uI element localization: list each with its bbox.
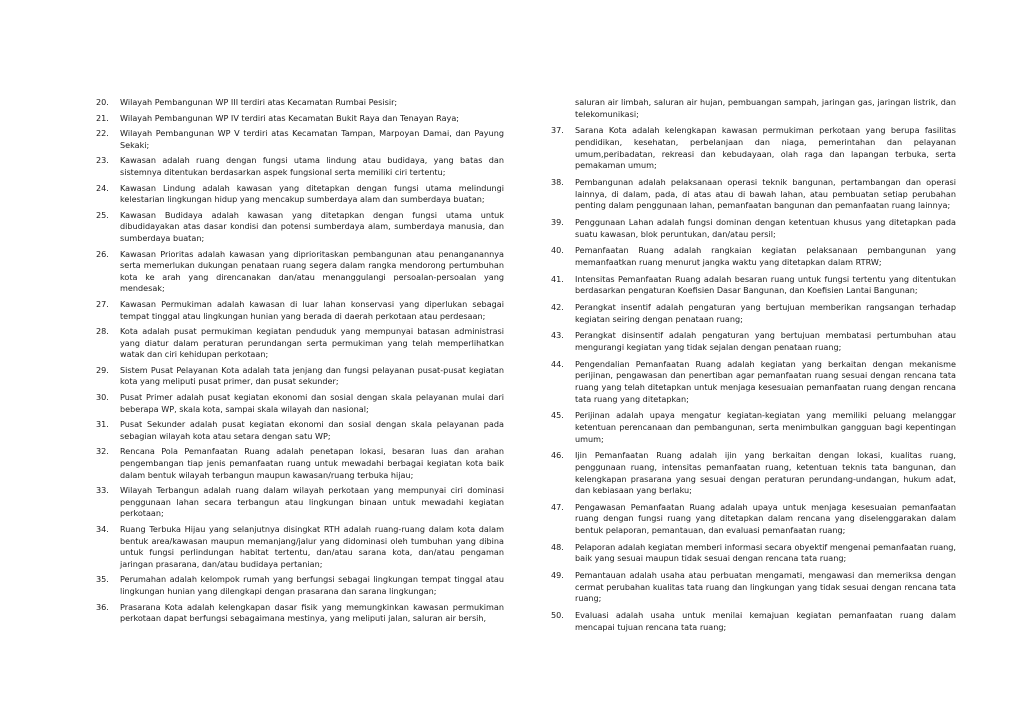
item-number: 25. [96,209,109,220]
item-text: Perumahan adalah kelompok rumah yang berfungsi sebagai lingkungan tempat tinggal atau lingkungan hunian yang dilengkapi dengan prasarana dan sarana lingkungan; [120,574,504,596]
list-item [96,485,504,520]
item-text: Wilayah Pembangunan WP V terdiri atas Kecamatan Tampan, Marpoyan Damai, dan Payung Sekaki; [120,128,504,150]
list-item [96,326,504,361]
item-number: 49. [551,570,564,581]
list-item [551,177,956,212]
item-text: Kawasan Lindung adalah kawasan yang ditetapkan dengan fungsi utama melindungi kelestarian lingkungan hidup yang mencakup sumberdaya alam dan sumberdaya buatan; [120,182,504,205]
item-number: 46. [551,450,564,461]
item-number: 36. [96,601,109,612]
list-item [551,125,956,171]
item-number: 40. [551,245,564,256]
item-text: Pemanfaatan Ruang adalah rangkaian kegiatan pelaksanaan pembangunan yang memanfaatkan ruang menurut jangka waktu yang ditetapkan dalam RTRW; [575,245,956,267]
item-text: Wilayah Pembangunan WP IV terdiri atas Kecamatan Bukit Raya dan Tenayan Raya; [120,112,460,123]
item-number: 37. [551,125,564,136]
list-item-continuation [551,97,956,120]
list-item [551,410,956,445]
item-text: Sarana Kota adalah kelengkapan kawasan permukiman perkotaan yang berupa fasilitas pendidikan, kesehatan, perbelanjaan dan niaga, pemerintahan dan pelayanan umum,peribadatan, rekreasi dan kebudayaan, olah raga dan lapangan terbuka, serta pemakaman umum; [575,125,956,171]
item-number: 24. [96,182,109,193]
item-number: 32. [96,446,109,457]
list-item [96,602,504,625]
item-number: 47. [551,501,564,512]
item-number: 29. [96,364,109,375]
list-item [96,183,504,206]
list-item [551,570,956,605]
item-number: 38. [551,176,564,187]
list-item [551,245,956,268]
item-text: Ijin Pemanfaatan Ruang adalah ijin yang berkaitan dengan lokasi, kualitas ruang, penggunaan ruang, intensitas pemanfaatan ruang, ketentuan teknis tata bangunan, dan kelengkapan prasarana yang sesuai dengan peraturan perundang-undangan, hukum adat, dan kebiasaan yang berlaku; [575,450,956,496]
item-number: 31. [96,419,109,430]
item-number: 41. [551,273,564,284]
list-item [96,249,504,295]
item-text: Intensitas Pemanfaatan Ruang adalah besaran ruang untuk fungsi tertentu yang ditentukan berdasarkan pengaturan Koefisien Dasar Bangunan, dan Koefisien Lantai Bangunan; [575,273,956,296]
continuation-text: saluran air limbah, saluran air hujan, pembuangan sampah, jaringan gas, jaringan listrik, dan telekomunikasi; [575,97,956,119]
list-item [96,299,504,322]
list-item [96,113,504,125]
item-number: 34. [96,524,109,534]
item-text: Pemantauan adalah usaha atau perbuatan mengamati, mengawasi dan memeriksa dengan cermat perubahan kualitas tata ruang dan lingkungan yang tidak sesuai dengan rencana tata ruang; [575,570,956,604]
item-number: 21. [96,112,109,123]
list-item [96,446,504,481]
item-text: Pelaporan adalah kegiatan memberi informasi secara obyektif mengenai pemanfaatan ruang, baik yang sesuai maupun tidak sesuai dengan rencana tata ruang; [575,541,956,564]
item-text: Perangkat insentif adalah pengaturan yang bertujuan memberikan rangsangan terhadap kegiatan seiring dengan penataan ruang; [575,302,956,324]
item-number: 26. [96,248,109,259]
list-item [551,542,956,565]
item-text: Wilayah Terbangun adalah ruang dalam wilayah perkotaan yang mempunyai ciri dominasi penggunaan lahan secara terbangun atau lingkungan binaan untuk mewadahi kegiatan perkotaan; [120,485,504,519]
item-text: Perijinan adalah upaya mengatur kegiatan-kegiatan yang memiliki peluang melanggar ketentuan perencanaan dan pembangunan, serta menimbulkan gangguan bagi kepentingan umum; [575,410,956,444]
item-number: 43. [551,330,564,341]
item-number: 27. [96,298,109,309]
item-number: 50. [551,610,564,621]
list-item [551,302,956,325]
item-number: 35. [96,574,109,585]
list-item [96,524,504,570]
item-text: Kawasan Permukiman adalah kawasan di luar lahan konservasi yang diperlukan sebagai tempat tinggal atau lingkungan hunian yang berada di daerah perkotaan atau perdesaan; [120,298,504,321]
item-text: Penggunaan Lahan adalah fungsi dominan dengan ketentuan khusus yang ditetapkan pada suatu kawasan, blok peruntukan, dan/atau persil; [575,216,956,239]
item-text: Pengendalian Pemanfaatan Ruang adalah kegiatan yang berkaitan dengan mekanisme perijinan, pengawasan dan penertiban agar pemanfaatan ruang sesuai dengan rencana tata ruang yang telah ditetapkan untuk menjaga kesesuaian pemanfaatan ruang dengan rencana tata ruang yang ditetapkan; [575,358,956,404]
list-item [551,502,956,537]
item-text: Ruang Terbuka Hijau yang selanjutnya disingkat RTH adalah ruang-ruang dalam kota dalam bentuk area/kawasan maupun memanjang/jalur yang didominasi oleh tumbuhan yang dibina untuk fungsi perlindungan habitat tertentu, dan/atau sarana kota, dan/atau pengaman jaringan prasarana, dan/atau budidaya pertanian; [120,524,504,569]
list-item [96,155,504,178]
item-text: Pusat Sekunder adalah pusat kegiatan ekonomi dan sosial dengan skala pelayanan pada sebagian wilayah kota atau setara dengan satu WP; [120,419,504,441]
list-item [551,217,956,240]
list-item [551,450,956,496]
list-item [551,610,956,633]
item-text: Perangkat disinsentif adalah pengaturan yang bertujuan membatasi pertumbuhan atau mengurangi kegiatan yang tidak sejalan dengan penataan ruang; [575,330,956,352]
item-text: Kawasan adalah ruang dengan fungsi utama lindung atau budidaya, yang batas dan sistemnya ditentukan berdasarkan aspek fungsional serta memiliki ciri tertentu; [120,155,504,177]
item-number: 20. [96,97,109,107]
item-number: 45. [551,410,564,421]
item-number: 23. [96,155,109,166]
list-item [96,97,504,109]
list-item [551,274,956,297]
item-number: 22. [96,128,109,139]
item-number: 44. [551,358,564,369]
item-text: Sistem Pusat Pelayanan Kota adalah tata jenjang dan fungsi pelayanan pusat-pusat kegiatan kota yang meliputi pusat primer, dan pusat sekunder; [120,364,504,387]
list-item [96,392,504,415]
list-item [96,128,504,151]
item-text: Pusat Primer adalah pusat kegiatan ekonomi dan sosial dengan skala pelayanan mulai dari beberapa WP, skala kota, sampai skala wilayah dan nasional; [120,392,504,414]
item-text: Kawasan Budidaya adalah kawasan yang ditetapkan dengan fungsi utama untuk dibudidayakan atas dasar kondisi dan potensi sumberdaya alam, sumberdaya manusia, dan sumberdaya buatan; [120,209,504,243]
list-item [96,574,504,597]
item-text: Prasarana Kota adalah kelengkapan dasar fisik yang memungkinkan kawasan permukiman perkotaan dapat berfungsi sebagaimana mestinya, yang meliputi jalan, saluran air bersih, [120,601,504,624]
left-column [96,97,504,629]
list-item [96,419,504,442]
item-number: 48. [551,541,564,552]
item-text: Pembangunan adalah pelaksanaan operasi teknik bangunan, pertambangan dan operasi lainnya, di dalam, pada, di atas atau di bawah lahan, atau pembuatan setiap perubahan penting dalam penggunaan lahan, pemanfaatan bangunan dan pemanfaatan ruang lainnya; [575,176,956,211]
item-number: 42. [551,302,564,313]
item-text: Wilayah Pembangunan WP III terdiri atas Kecamatan Rumbai Pesisir; [120,97,398,107]
item-number: 30. [96,392,109,403]
item-text: Evaluasi adalah usaha untuk menilai kemajuan kegiatan pemanfaatan ruang dalam mencapai tujuan rencana tata ruang; [575,610,956,632]
item-number: 28. [96,326,109,337]
item-text: Pengawasan Pemanfaatan Ruang adalah upaya untuk menjaga kesesuaian pemanfaatan ruang dengan fungsi ruang yang ditetapkan dalam rencana yang diselenggarakan dalam bentuk pelaporan, pemantauan, dan evaluasi pemanfaatan ruang; [575,501,956,536]
item-number: 33. [96,485,109,496]
item-text: Kota adalah pusat permukiman kegiatan penduduk yang mempunyai batasan administrasi yang diatur dalam peraturan perundangan serta permukiman yang telah memperlihatkan watak dan ciri kehidupan perkotaan; [120,326,504,360]
item-number: 39. [551,216,564,227]
item-text: Kawasan Prioritas adalah kawasan yang diprioritaskan pembangunan atau penanganannya serta memerlukan dukungan penataan ruang segera dalam rangka mendorong pertumbuhan kota ke arah yang direncanakan dan/atau menanggulangi persoalan-persoalan yang mendesak; [120,248,504,294]
list-item [551,359,956,405]
right-column [551,97,956,639]
list-item [96,210,504,245]
list-item [96,365,504,388]
item-text: Rencana Pola Pemanfaatan Ruang adalah penetapan lokasi, besaran luas dan arahan pengembangan tiap jenis pemanfaatan ruang untuk mewadahi berbagai kegiatan kota baik dalam bentuk wilayah terbangun maupun kawasan/ruang terbuka hijau; [120,446,504,480]
list-item [551,330,956,353]
